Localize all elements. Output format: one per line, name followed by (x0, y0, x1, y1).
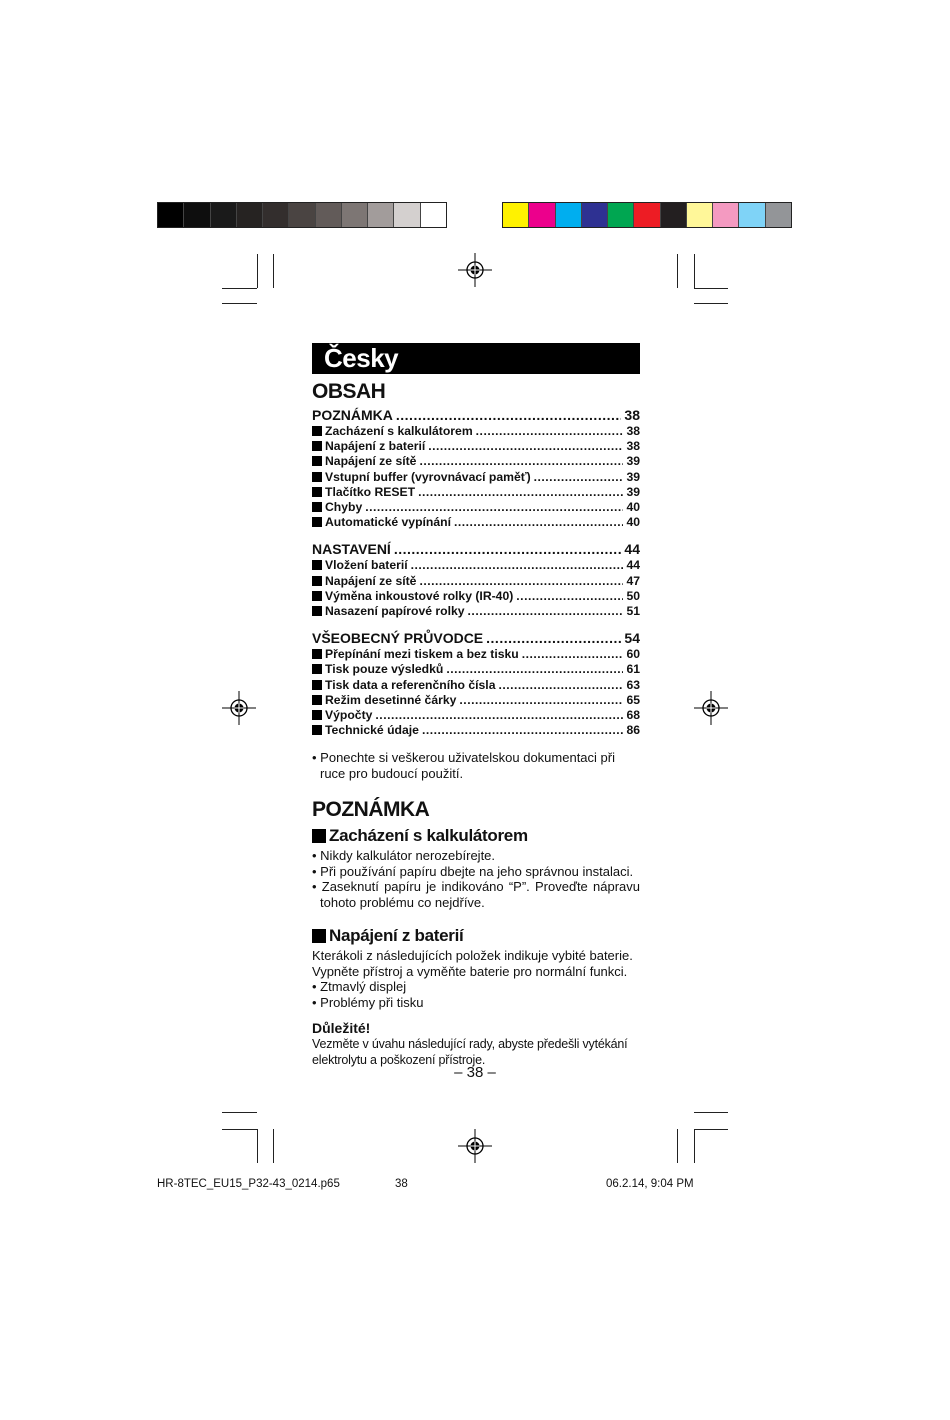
toc-item-label: Technické údaje (325, 723, 419, 738)
crop-mark (677, 1129, 678, 1163)
color-swatch (289, 203, 315, 227)
toc-page-number: 38 (624, 407, 640, 423)
toc-item-label: Výpočty (325, 708, 373, 723)
color-swatch (503, 203, 529, 227)
toc-page-number: 40 (626, 500, 640, 515)
crop-mark (257, 1129, 258, 1163)
square-bullet-icon (312, 576, 322, 586)
color-swatch (184, 203, 210, 227)
toc-page-number: 65 (626, 692, 640, 707)
toc-item-label: Zacházení s kalkulátorem (325, 424, 473, 438)
crop-mark (222, 1129, 257, 1130)
square-bullet-icon (312, 829, 326, 843)
toc-item (312, 693, 640, 708)
toc-item-label: Napájení ze sítě (325, 573, 417, 588)
page-number: – 38 – (454, 1064, 496, 1081)
color-swatch (739, 203, 765, 227)
square-bullet-icon (312, 710, 322, 720)
square-bullet-icon (312, 649, 322, 659)
subsection-title-battery (312, 926, 640, 946)
color-calibration-bar (502, 202, 792, 228)
color-swatch (237, 203, 263, 227)
toc-page-number: 39 (626, 484, 640, 499)
paragraph: Kterákoli z následujících položek indikuje vybité baterie. (312, 948, 633, 964)
toc-group-heading (312, 406, 640, 424)
gray-calibration-bar (157, 202, 447, 228)
toc-group-heading (312, 629, 640, 647)
toc-item (312, 708, 640, 723)
square-bullet-icon (312, 441, 322, 451)
bullet-item: • Při používání papíru dbejte na jeho správnou instalaci. (312, 863, 634, 879)
crop-mark (677, 254, 678, 288)
toc-page-number: 60 (626, 647, 640, 662)
table-of-contents (312, 406, 640, 738)
crop-mark (257, 254, 258, 288)
toc-page-number: 44 (624, 541, 640, 558)
paragraph: Vypněte přístroj a vyměňte baterie pro normální funkci. (312, 963, 628, 979)
bullet-item: • Nikdy kalkulátor nerozebírejte. (312, 848, 496, 864)
toc-page-number: 39 (626, 454, 640, 469)
crop-mark (694, 303, 728, 304)
square-bullet-icon (312, 929, 326, 943)
toc-heading-label: NASTAVENÍ (312, 541, 391, 558)
subsection-title-text: Napájení z baterií (329, 926, 464, 946)
color-swatch (766, 203, 791, 227)
toc-item-label: Automatické vypínání (325, 515, 451, 530)
color-swatch (211, 203, 237, 227)
toc-item-label: Napájení z baterií (325, 439, 426, 454)
toc-item (312, 678, 640, 693)
registration-mark-icon (694, 691, 728, 725)
toc-page-number: 61 (626, 662, 640, 677)
registration-mark-icon (458, 1129, 492, 1163)
square-bullet-icon (312, 725, 322, 735)
square-bullet-icon (312, 487, 322, 497)
subsection-title-handling (312, 826, 640, 846)
toc-group-heading (312, 540, 640, 558)
color-swatch (529, 203, 555, 227)
bullet-item: • Problémy při tisku (312, 994, 424, 1010)
toc-page-number: 38 (626, 424, 640, 438)
color-swatch (263, 203, 289, 227)
page-content (312, 343, 640, 1068)
square-bullet-icon (312, 591, 322, 601)
crop-mark (694, 1129, 695, 1163)
toc-page-number: 51 (626, 604, 640, 619)
color-swatch (342, 203, 368, 227)
color-swatch (713, 203, 739, 227)
toc-item-label: Přepínání mezi tiskem a bez tisku (325, 647, 519, 662)
toc-item-label: Vstupní buffer (vyrovnávací paměť) (325, 469, 531, 484)
crop-mark (694, 1112, 728, 1113)
toc-page-number: 50 (626, 588, 640, 603)
crop-mark (694, 288, 728, 289)
toc-item (312, 500, 640, 515)
crop-mark (273, 254, 274, 288)
color-swatch (661, 203, 687, 227)
toc-item (312, 574, 640, 589)
toc-item (312, 662, 640, 677)
color-swatch (316, 203, 342, 227)
square-bullet-icon (312, 695, 322, 705)
registration-mark-icon (458, 253, 492, 287)
crop-mark (694, 1129, 728, 1130)
toc-heading: OBSAH (312, 380, 386, 403)
toc-item (312, 558, 640, 573)
bullet-item: • Ztmavlý displej (312, 979, 407, 995)
square-bullet-icon (312, 426, 322, 436)
toc-heading-label: POZNÁMKA (312, 407, 393, 423)
toc-item (312, 424, 640, 439)
footer-page: 38 (395, 1178, 408, 1190)
toc-item-label: Vložení baterií (325, 558, 408, 573)
toc-page-number: 86 (626, 723, 640, 738)
subsection-title-text: Zacházení s kalkulátorem (329, 826, 528, 846)
registration-mark-icon (222, 691, 256, 725)
footer-datetime: 06.2.14, 9:04 PM (606, 1178, 694, 1190)
bullet-item: • Zaseknutí papíru je indikováno “P”. Proveďte nápravu tohoto problému co nejdříve. (312, 879, 640, 910)
crop-mark (222, 1112, 257, 1113)
square-bullet-icon (312, 606, 322, 616)
crop-mark (694, 254, 695, 288)
square-bullet-icon (312, 456, 322, 466)
toc-item-label: Výměna inkoustové rolky (IR-40) (325, 588, 514, 603)
toc-page-number: 63 (626, 677, 640, 692)
toc-item-label: Napájení ze sítě (325, 454, 417, 469)
important-title: Důležité! (312, 1020, 371, 1037)
toc-page-number: 38 (626, 439, 640, 454)
section-heading-poznamka: POZNÁMKA (312, 798, 430, 822)
language-title: Česky (312, 343, 640, 374)
toc-item-label: Tlačítko RESET (325, 484, 416, 499)
toc-item-label: Nasazení papírové rolky (325, 604, 465, 619)
toc-item-label: Chyby (325, 500, 363, 515)
toc-page-number: 68 (626, 708, 640, 723)
footer-filename: HR-8TEC_EU15_P32-43_0214.p65 (157, 1178, 340, 1190)
square-bullet-icon (312, 680, 322, 690)
crop-mark (222, 303, 257, 304)
color-swatch (687, 203, 713, 227)
color-swatch (394, 203, 420, 227)
square-bullet-icon (312, 502, 322, 512)
square-bullet-icon (312, 472, 322, 482)
toc-page-number: 54 (624, 630, 640, 647)
color-swatch (368, 203, 394, 227)
toc-group (312, 629, 640, 738)
square-bullet-icon (312, 560, 322, 570)
toc-group (312, 406, 640, 530)
toc-item-label: Tisk data a referenčního čísla (325, 677, 496, 692)
color-swatch (158, 203, 184, 227)
toc-page-number: 47 (626, 573, 640, 588)
toc-item (312, 589, 640, 604)
color-swatch (556, 203, 582, 227)
toc-item-label: Režim desetinné čárky (325, 692, 457, 707)
toc-item-label: Tisk pouze výsledků (325, 662, 444, 677)
toc-item (312, 439, 640, 454)
crop-mark (273, 1129, 274, 1163)
toc-page-number: 44 (626, 558, 640, 573)
toc-note: • Ponechte si veškerou uživatelskou dokumentaci při ruce pro budoucí použití. (312, 750, 615, 782)
toc-item (312, 515, 640, 530)
toc-item (312, 604, 640, 619)
square-bullet-icon (312, 664, 322, 674)
toc-item (312, 454, 640, 469)
important-text: Vezměte v úvahu následující rady, abyste předešli vytékání elektrolytu a poškození přístroje. (312, 1037, 628, 1067)
toc-page-number: 39 (626, 469, 640, 484)
crop-mark (222, 288, 257, 289)
color-swatch (582, 203, 608, 227)
toc-heading-label: VŠEOBECNÝ PRŮVODCE (312, 630, 484, 647)
toc-item (312, 723, 640, 738)
toc-group (312, 540, 640, 619)
toc-item (312, 485, 640, 500)
color-swatch (608, 203, 634, 227)
toc-item (312, 647, 640, 662)
toc-item (312, 470, 640, 485)
toc-page-number: 40 (626, 515, 640, 530)
color-swatch (634, 203, 660, 227)
color-swatch (421, 203, 446, 227)
square-bullet-icon (312, 517, 322, 527)
